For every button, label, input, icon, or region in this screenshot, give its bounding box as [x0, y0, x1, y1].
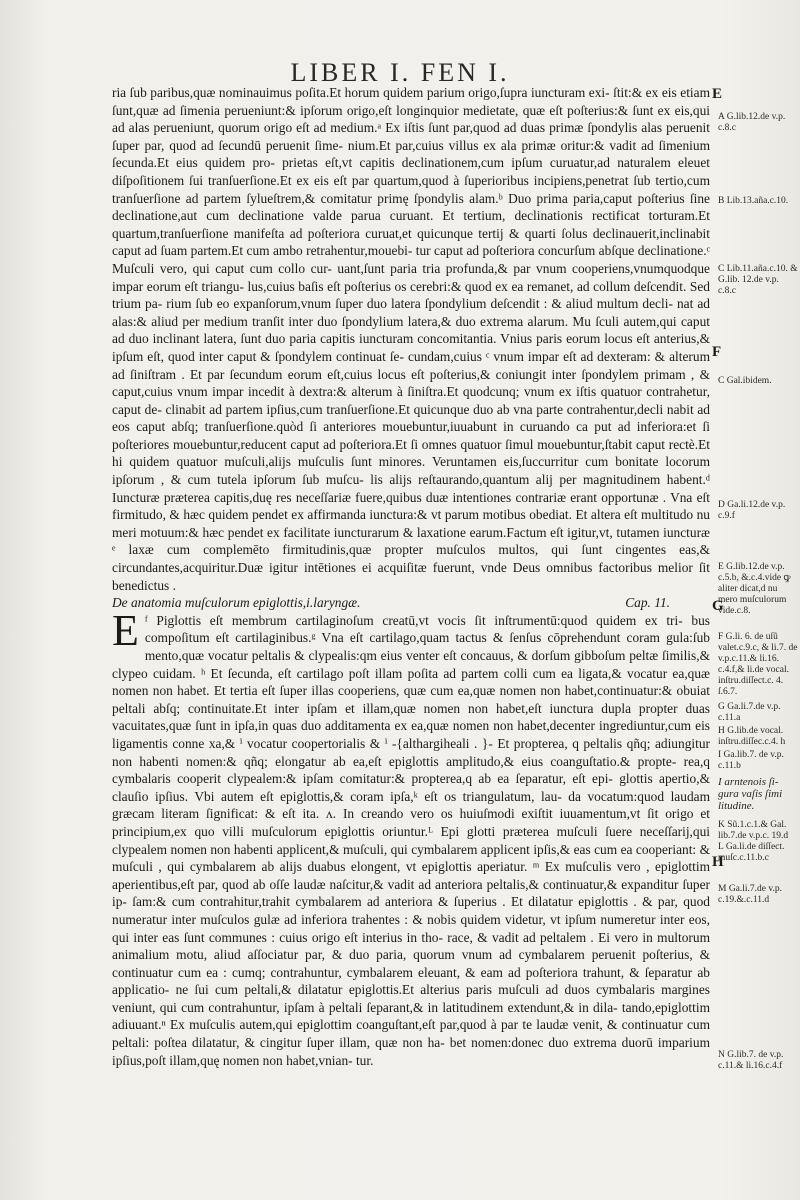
marginal-notes — [718, 0, 800, 1200]
sidenote-k: K Sũ.1.c.1.& Gal. lib.7.de v.p.c. 19.d — [718, 820, 789, 841]
sidenote-e: E G.lib.12.de v.p. c.5.b, &.c.4.vide ꝙ aliter dicat,d nu mero muſculorum vide.c.8. — [718, 562, 791, 616]
sidenote-i: I Ga.lib.7. de v.p. c.11.b — [718, 750, 784, 771]
paragraph-neck-muscles: ria ſub paribus,quæ nominauimus poſita.Et horum quidem parium origo,ſupra iuncturam exi- ſtit:& ex eis etiam ſunt,quæ ad ſimenia perueniunt:& ipſorum origo,eſt longinquior medietate, quæ eſt poſterius:& ſunt ex eis,qui ad alas perueniunt, quorum origo eſt ad medium.ᵃ Ex iſtis ſunt par,quod ad duas primæ ſpondylis alas peruenit ſuper par, quod ad ſecundū peruenit ſime- nium.Et par,cuius villus ex ala primæ oritur:& vadit ad ſimenium ſecunda.Et eius quidem pro- prietas eſt,vt capitis declinationem,cum ipſum curuatur,ad naturalem eleuet diſpoſitionem ſui tranſuerſione.Et ex eis eſt par quartum,quod à ſuperioribus incipiens,penetrat ſub tertio,cum tranſuerſione ad partem ſylueſtrem,& comitatur primę ſpondylis alam.ᵇ Duo prima paria,caput poſterius ſine declinatione,aut cum declinatione valde parua curuant. Et tertium, declinationis rectificat torturam.Et quartum,tranſuerſione manifeſta ad poſteriora curuat,et quicunque tertij & quarti ſolus declinauerit,inclinabit caput ad ſuam partem.Et cum ambo retrahentur,mouebi- tur caput ad poſteriora concurſum abſque declinatione.ᶜ Muſculi vero, qui caput cum collo cur- uant,ſunt paria tria profunda,& par vnum cooperiens,vnumquodque impar eorum eſt triangu- lus,cuius baſis eſt poſterius os cerebri:& quod ex ea remanet, ad collum deſcendit. Sed trium pa- rium ſub eo expanſorum,vnum ſuper duo latera ſpondylium deſcendit : & aliud multum decli- nat ad alas:& aliud per medium tranſit inter duo ſpondylium latera,& duo extrema alarum. Mu ſculi autem,qui caput ad duo inclinant latera, ſunt duo paria capitis iuncturam concomitantia. Vnius paris eorum locus eſt anterius,& ipſum eſt, quod inter caput & ſpondylem continuat ſe- cundam,cuius ᶜ vnum impar eſt ad dexteram: & alterum ad ſiniſtram . Et par ſecundum eorum eſt,cuius locus eſt poſterius,& coniungit inter ſpondylem primam , & caput,cuius vnum impar incedit à dextra:& alterum à ſiniſtra.Et quodcunq; vnum ex iſtis quatuor contrahetur, caput de- clinabit ad partem ipſius,cum tranſuerſione.Et quicunque duo ab vna parte contrahentur,decli nabit ad eos caput abſq; tranſuerſione.quòd ſi anteriores mouebuntur,iuuabunt in curuando ca put ad inferiora:et ſi poſteriores mouebuntur,reducent caput ad poſteriora.Et ſi omnes quatuor ſimul mouebuntur,ſtabit caput rectè.Et hi quidem quatuor muſculi,alijs muſculis ſunt minores. Veruntamen eis,ſuccurritur cum bonitate locorum ipſorum , & cum tutela ipſorum ſub muſcu- lis alijs reſtaurando,quantum alij per magnitudinem habent.ᵈ Iuncturæ præterea capitis,duę res neceſſariæ fuere,quibus duæ intentiones contrariæ erant opportunæ . Vna eſt firmitudo, & hæc quidem pendet ex affirmanda iunctura:& vt parum motibus obediat. Et altera eſt multitudo nu meri motuum:& hæc pendet ex facilitate iuncturarum & laxatione earum.Factum eſt igitur,vt, tutamen iuncturæ ᵉ laxæ cum complemēto firmitudinis,quæ propter muſculos multos, qui ſunt cingentes eas,& circundantes,acquiritur.Duæ igitur intētiones ei acquiſitæ fuerunt, vnde Deus omnibus factoribus melior ſit benedictus . — [112, 85, 710, 593]
sidenote-i-italic: I arntenois ſi- gura vaſis ſimi litudine. — [718, 776, 783, 812]
main-text — [112, 84, 710, 1069]
margin-letter-h: H — [712, 854, 724, 870]
chapter-number: Cap. 11. — [625, 595, 670, 611]
paragraph-epiglottis-text: ᶠ Piglottis eſt membrum cartilaginoſum creatū,vt vocis ſit inſtrumentū:quod quidem ex tri- bus compoſitum eſt cartilaginibus.ᵍ Vna eſt cartilago,quam tactus & ſenſus cōprehendunt coram gula:ſub mento,quæ vocatur peltalis & clypealis:qm eius venter eſt concauus, & dorſum gibboſum peltæ ſimilis,& clypeo cuidam. ʰ Et ſecunda, eſt cartilago poſt illam poſita ad partem colli cum ea ligata,& vocatur ea,quæ nomen non habet. Et tertia eſt ſuper illas cooperiens, quæ cum ea,quæ nomen non habet,continuatur:& obuiat peltali abſq; continuitate.Et inter ipſam et illam,quæ nomen non habet,eſt iunctura dupla propter duas vacuitates,quæ ſunt in ipſa,in quas duo additamenta ex ea,quæ nomen non habet,decenter ingrediuntur,cum eis ligamentis conne xa,& ⁱ vocatur coopertorialis & ⁱ -{althargiheali . }- Et propterea, q peltalis qñq; adiungitur non habenti nomen:& qñq; elongatur ab ea,eſt epiglottis amplitudo,& eius coanguſtatio.& propte- rea,q cymbalaris cooperit clypealem:& ipſam comitatur:& propterea,q ab ea ſeparatur, eſt epi- glottis apertio,& clauſio ipſius. Vbi autem eſt epiglottis,& coram ipſa,ᵏ eſt os triangulatum, lau- da vocatum:quod laudam græcam literam ſignificat: & eſt ita. ʌ. In creando vero os huiuſmodi exiſtit iuuamentum,vt ſit origo et principium,ex quo villi muſculorum epiglottis oriuntur.ᴸ Epi glotti præterea muſculi ſuere neceſſarij,qui clypealem nomen non habenti applicent,& muſculi, qui cymbalarem applicent ipſis,& eas cum ea cooperiant: & muſculi , qui cymbalarem ab alijs duabus elongent, vt epiglottis aperiatur. ᵐ Ex muſculis vero , epiglottim aperientibus,eſt par, quod ab oſſe laudæ naſcitur,& vadit ad anteriora peltalis,& continuatur,& expanditur ſuper ip- ſam:& cum contrahitur,trahit cymbalarem ad anteriora & ſuperius . Et dilatatur epiglottis . & par, quod numeratur inter muſculos gulæ ad inferiora trahentes : & nobis quidem videtur, vt ipſum numeretur inter eos, qui inter eas ſunt communes : cuius origo eſt interius in tho- race, & vadit ad peltalem . Ei vero in multorum animalium motu, aliud aſſociatur par, & duo paria, quorum vnum ad cymbalarem peruenit poſterius, & continuatur cum ea : cumq; contrahuntur, cymbalarem eleuant, & eam ad poſteriora trahunt, & ſeparatur ab applicatio- ne ſui cum peltali,& dilatatur epiglottis.Et alterius paris muſculi ad duos cymbalaris margines veniunt, qui cum contrahuntur, ipſam à peltali ſeparant,& in latitudinem extendunt,& in dila- tando,epiglottim adiuuant.ⁿ Ex muſculis autem,qui epiglottim coanguſtant,eſt par,quod à par te laudæ venit, & continuatur cum peltali: poſtea dilatatur, & cingitur ſuper illam, quæ non ha- bet nomen:donec duo extrema duorū imparium ipſius,poſt illam,quę nomen non habet,vnian- tur. — [112, 612, 710, 1068]
sidenote-d: D Ga.li.12.de v.p. c.9.f — [718, 500, 786, 521]
sidenote-a: A G.lib.12.de v.p. c.8.c — [718, 112, 786, 133]
sidenote-l: L Ga.li.de diſſect. muſc.c.11.b.c — [718, 842, 785, 863]
sidenote-n: N G.lib.7. de v.p. c.11.& li.16.c.4.f — [718, 1050, 784, 1071]
sidenote-h: H G.lib.de vocal. inſtru.diſſec.c.4. h — [718, 726, 786, 747]
drop-cap: E — [112, 605, 139, 655]
chapter-heading — [112, 594, 710, 612]
sidenote-f: F G.li. 6. de uſũ valet.c.9.c, & li.7. de v.p.c.11.& li.16. c.4.f,& li.de vocal. inſtru.diſſect.c. 4. ſ.6.7. — [718, 632, 798, 697]
sidenote-b: B Lib.13.aña.c.10. — [718, 196, 789, 206]
margin-letter-e: E — [712, 86, 723, 102]
sidenote-c-ibidem: C Gal.ibidem. — [718, 376, 772, 386]
sidenote-m: M Ga.li.7.de v.p. c.19.&.c.11.d — [718, 884, 783, 905]
sidenote-g: G Ga.li.7.de v.p. c.11.a — [718, 702, 781, 723]
sidenote-c: C Lib.11.aña.c.10. & G.lib. 12.de v.p. c.8.c — [718, 264, 798, 296]
running-head: LIBER I. FEN I. — [290, 58, 510, 87]
chapter-title: De anatomia muſculorum epiglottis,i.laryngæ. — [112, 595, 361, 611]
margin-letter-f: F — [712, 344, 722, 360]
margin-letter-g: G — [712, 598, 724, 614]
paragraph-epiglottis — [112, 605, 710, 1069]
